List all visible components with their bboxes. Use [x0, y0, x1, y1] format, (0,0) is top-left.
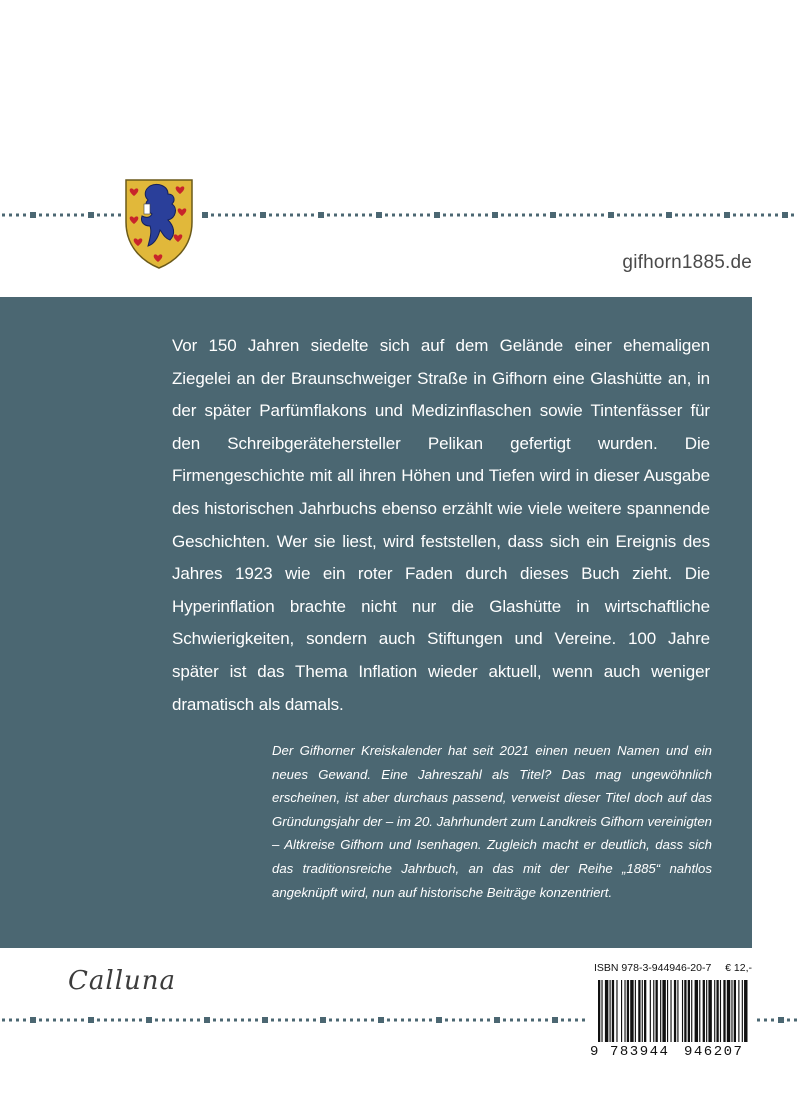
divider-dot [459, 1019, 462, 1022]
divider-dot [369, 214, 372, 217]
divider-dot [376, 212, 382, 218]
divider-dot [543, 214, 546, 217]
divider-dot [696, 214, 699, 217]
divider-dot [478, 214, 481, 217]
divider-dot [218, 214, 221, 217]
divider-dot [538, 1019, 541, 1022]
divider-dot [524, 1019, 527, 1022]
divider-dot [197, 1019, 200, 1022]
divider-dot [740, 214, 743, 217]
divider-dot [53, 1019, 56, 1022]
divider-dot [255, 1019, 258, 1022]
barcode-bar [653, 980, 654, 1042]
isbn-price-line [594, 962, 752, 974]
divider-dot [341, 214, 344, 217]
divider-dot [334, 214, 337, 217]
divider-dot [531, 1019, 534, 1022]
divider-dot [16, 1019, 19, 1022]
divider-dot [659, 214, 662, 217]
barcode-bar [731, 980, 732, 1042]
divider-dot [717, 214, 720, 217]
divider-dot [378, 1017, 384, 1023]
divider-dot [139, 1019, 142, 1022]
divider-dot [329, 1019, 332, 1022]
divider-dot [104, 214, 107, 217]
divider-dot [348, 214, 351, 217]
divider-dot [638, 214, 641, 217]
divider-dot [155, 1019, 158, 1022]
divider-dot [16, 214, 19, 217]
price-label: € 12,- [725, 962, 752, 974]
divider-dot [232, 214, 235, 217]
divider-dot [385, 214, 388, 217]
divider-dot [747, 214, 750, 217]
divider-dot [81, 214, 84, 217]
barcode-bar [703, 980, 705, 1042]
divider-dot [617, 214, 620, 217]
divider-dot [550, 212, 556, 218]
divider-dot [782, 212, 788, 218]
divider-dot [791, 214, 794, 217]
divider-dot [675, 214, 678, 217]
divider-dot [420, 214, 423, 217]
divider-dot [415, 1019, 418, 1022]
barcode-bar [605, 980, 608, 1042]
barcode-bar [677, 980, 678, 1042]
divider-dot [652, 214, 655, 217]
divider-dot [517, 1019, 520, 1022]
divider-dot [327, 214, 330, 217]
divider-dot [794, 1019, 797, 1022]
divider-dot [111, 214, 114, 217]
barcode-bar [660, 980, 661, 1042]
divider-dot [515, 214, 518, 217]
barcode-bar [682, 980, 683, 1042]
divider-dot [724, 212, 730, 218]
divider-dot [362, 214, 365, 217]
barcode-bar [738, 980, 739, 1042]
divider-dot [278, 1019, 281, 1022]
divider-dot [23, 1019, 26, 1022]
barcode-bar [621, 980, 622, 1042]
main-blurb-paragraph: Vor 150 Jahren siedelte sich auf dem Gelände einer ehemaligen Ziegelei an der Braunschweiger Straße in Gifhorn eine Glashütte an, in der später Parfümflakons und Medizinflaschen sowie Tintenfässer für den Schreibgerätehersteller Pelikan gefertigt wurden. Die Firmengeschichte mit all ihren Höhen und Tiefen wird in dieser Ausgabe des historischen Jahrbuchs ebenso erzählt wie viele weitere spannende Geschichten. Wer sie liest, wird feststellen, dass sich ein Ereignis des Jahres 1923 wie ein roter Faden durch dieses Buch zieht. Die Hyperinflation brachte nicht nur die Glashütte in wirtschaftliche Schwierigkeiten, sondern auch Stiftungen und Vereine. 100 Jahre später ist das Thema Inflation wieder aktuell, wenn auch weniger dramatisch als damals. [172, 336, 710, 714]
divider-dot [408, 1019, 411, 1022]
barcode-bar [691, 980, 692, 1042]
divider-dot [97, 1019, 100, 1022]
divider-dot [624, 214, 627, 217]
divider-dot [485, 214, 488, 217]
divider-dot [2, 1019, 5, 1022]
divider-dot [318, 212, 324, 218]
divider-dot [183, 1019, 186, 1022]
divider-dot [450, 214, 453, 217]
divider-dot [118, 1019, 121, 1022]
divider-dot [573, 214, 576, 217]
barcode-bar [674, 980, 676, 1042]
barcode-bar [727, 980, 730, 1042]
divider-dot [118, 214, 121, 217]
divider-dot [271, 1019, 274, 1022]
divider-dot [290, 214, 293, 217]
barcode-bar [612, 980, 614, 1042]
divider-dot [9, 1019, 12, 1022]
divider-dot [104, 1019, 107, 1022]
divider-dot [297, 214, 300, 217]
divider-dot [480, 1019, 483, 1022]
divider-dot [202, 212, 208, 218]
barcode-bar [598, 980, 600, 1042]
divider-dot [457, 214, 460, 217]
barcode-bar [706, 980, 707, 1042]
divider-dot [429, 1019, 432, 1022]
divider-dot [46, 1019, 49, 1022]
divider-dot [394, 1019, 397, 1022]
divider-dot [213, 1019, 216, 1022]
divider-dot [754, 214, 757, 217]
barcode-bar [734, 980, 736, 1042]
divider-dot [246, 214, 249, 217]
divider-dot [594, 214, 597, 217]
divider-dot [387, 1019, 390, 1022]
barcode-bar [684, 980, 686, 1042]
divider-dot [176, 1019, 179, 1022]
divider-dot [67, 1019, 70, 1022]
divider-dot [248, 1019, 251, 1022]
divider-dot [320, 1017, 326, 1023]
divider-dot [146, 1017, 152, 1023]
divider-dot [566, 214, 569, 217]
divider-dot [601, 214, 604, 217]
barcode-bar [644, 980, 646, 1042]
barcode-bar [630, 980, 633, 1042]
barcode-icon [588, 978, 754, 1048]
divider-dot [522, 214, 525, 217]
divider-dot [552, 1017, 558, 1023]
barcode-bar [720, 980, 721, 1042]
divider-dot [162, 1019, 165, 1022]
barcode-bar [667, 980, 668, 1042]
divider-dot [357, 1019, 360, 1022]
divider-dot [492, 212, 498, 218]
divider-dot [587, 214, 590, 217]
divider-dot [703, 214, 706, 217]
barcode-bar [699, 980, 700, 1042]
divider-dot [422, 1019, 425, 1022]
divider-dot [545, 1019, 548, 1022]
divider-dot [487, 1019, 490, 1022]
divider-dot [494, 1017, 500, 1023]
divider-dot [306, 1019, 309, 1022]
divider-dot [190, 1019, 193, 1022]
divider-dot [111, 1019, 114, 1022]
divider-dot [666, 212, 672, 218]
divider-dot [392, 214, 395, 217]
divider-dot [631, 214, 634, 217]
publisher-logo: Calluna [68, 966, 177, 996]
divider-dot [733, 214, 736, 217]
divider-dot [503, 1019, 506, 1022]
divider-dot [336, 1019, 339, 1022]
divider-dot [768, 214, 771, 217]
divider-dot [30, 1017, 36, 1023]
divider-dot [285, 1019, 288, 1022]
divider-dot [132, 1019, 135, 1022]
divider-dot [757, 1019, 760, 1022]
isbn-number: ISBN 978-3-944946-20-7 [594, 962, 712, 974]
divider-dot [364, 1019, 367, 1022]
divider-dot [771, 1019, 774, 1022]
divider-dot [234, 1019, 237, 1022]
divider-dot [239, 214, 242, 217]
divider-dot [787, 1019, 790, 1022]
barcode-bar [742, 980, 743, 1042]
barcode-bar [695, 980, 698, 1042]
divider-dot [568, 1019, 571, 1022]
divider-dot [220, 1019, 223, 1022]
divider-dot [775, 214, 778, 217]
gifhorn-coat-of-arms-icon [124, 178, 194, 270]
divider-dot [60, 214, 63, 217]
barcode-bar [627, 980, 629, 1042]
divider-dot [445, 1019, 448, 1022]
divider-dot [399, 214, 402, 217]
divider-dot [227, 1019, 230, 1022]
divider-dot [23, 214, 26, 217]
divider-dot [299, 1019, 302, 1022]
barcode-bar [601, 980, 602, 1042]
divider-dot [30, 212, 36, 218]
divider-dot [355, 214, 358, 217]
divider-dot [536, 214, 539, 217]
divider-dot [204, 1017, 210, 1023]
divider-dot [46, 214, 49, 217]
divider-dot [2, 214, 5, 217]
divider-dot [608, 212, 614, 218]
divider-dot [292, 1019, 295, 1022]
divider-dot [778, 1017, 784, 1023]
ean-left-group: 783944 [610, 1044, 670, 1060]
barcode-bar [688, 980, 690, 1042]
divider-dot [689, 214, 692, 217]
barcode-bar [656, 980, 658, 1042]
divider-dot [508, 214, 511, 217]
barcode-bar [635, 980, 636, 1042]
ean-first-digit: 9 [590, 1044, 600, 1060]
barcode-bar [723, 980, 725, 1042]
divider-dot [559, 214, 562, 217]
barcode-bar [642, 980, 643, 1042]
divider-dot [645, 214, 648, 217]
divider-dot [74, 214, 77, 217]
divider-dot [682, 214, 685, 217]
divider-dot [471, 214, 474, 217]
barcode-bar [714, 980, 715, 1042]
barcode-bar [662, 980, 665, 1042]
divider-dot [413, 214, 416, 217]
divider-dot [406, 214, 409, 217]
barcode-bar [744, 980, 747, 1042]
divider-dot [67, 214, 70, 217]
divider-dot [434, 212, 440, 218]
divider-dot [761, 214, 764, 217]
divider-dot [262, 1017, 268, 1023]
website-url[interactable]: gifhorn1885.de [622, 252, 752, 273]
barcode-bar [624, 980, 625, 1042]
divider-dot [443, 214, 446, 217]
divider-dot [304, 214, 307, 217]
divider-dot [313, 1019, 316, 1022]
divider-dot [427, 214, 430, 217]
divider-dot [88, 212, 94, 218]
divider-dot [501, 214, 504, 217]
barcode-bar [650, 980, 651, 1042]
barcode-bar [716, 980, 718, 1042]
divider-dot [269, 214, 272, 217]
divider-dot [74, 1019, 77, 1022]
barcode-bar [638, 980, 640, 1042]
barcode-bar [708, 980, 711, 1042]
divider-dot [764, 1019, 767, 1022]
divider-dot [211, 214, 214, 217]
divider-dot [225, 214, 228, 217]
divider-dot [575, 1019, 578, 1022]
divider-dot [350, 1019, 353, 1022]
divider-dot [81, 1019, 84, 1022]
divider-dot [260, 212, 266, 218]
divider-dot [473, 1019, 476, 1022]
divider-dot [452, 1019, 455, 1022]
divider-dot [311, 214, 314, 217]
divider-dot [39, 214, 42, 217]
divider-dot [88, 1017, 94, 1023]
divider-dot [464, 214, 467, 217]
divider-dot [561, 1019, 564, 1022]
divider-dot [529, 214, 532, 217]
divider-dot [582, 1019, 585, 1022]
series-info-paragraph: Der Gifhorner Kreiskalender hat seit 2021 einen neuen Namen und ein neues Gewand. Eine Jahreszahl als Titel? Das mag ungewöhnlich erscheinen, ist aber durchaus passend, verweist dieser Titel doch auf das Gründungsjahr der – im 20. Jahrhundert zum Landkreis Gifhorn vereinigten – Altkreise Gifhorn und Isenhagen. Zugleich macht er deutlich, dass sich das traditionsreiche Jahrbuch, an das mit der Reihe „1885“ nahtlos angeknüpft wird, nun auf historische Beiträge konzentriert. [272, 743, 712, 900]
divider-dot [436, 1017, 442, 1023]
divider-dot [241, 1019, 244, 1022]
divider-dot [125, 1019, 128, 1022]
divider-dot [97, 214, 100, 217]
barcode-bar [610, 980, 611, 1042]
divider-dot [283, 214, 286, 217]
divider-dot [169, 1019, 172, 1022]
divider-dot [510, 1019, 513, 1022]
divider-dot [710, 214, 713, 217]
divider-dot [401, 1019, 404, 1022]
barcode-bar [670, 980, 671, 1042]
divider-dot [276, 214, 279, 217]
divider-dot [9, 214, 12, 217]
divider-dot [253, 214, 256, 217]
divider-dot [39, 1019, 42, 1022]
divider-dot [53, 214, 56, 217]
divider-dot [343, 1019, 346, 1022]
barcode-bar [616, 980, 617, 1042]
top-dotted-divider [0, 211, 800, 219]
divider-dot [371, 1019, 374, 1022]
divider-dot [580, 214, 583, 217]
divider-dot [60, 1019, 63, 1022]
divider-dot [466, 1019, 469, 1022]
ean-right-group: 946207 [684, 1044, 744, 1060]
